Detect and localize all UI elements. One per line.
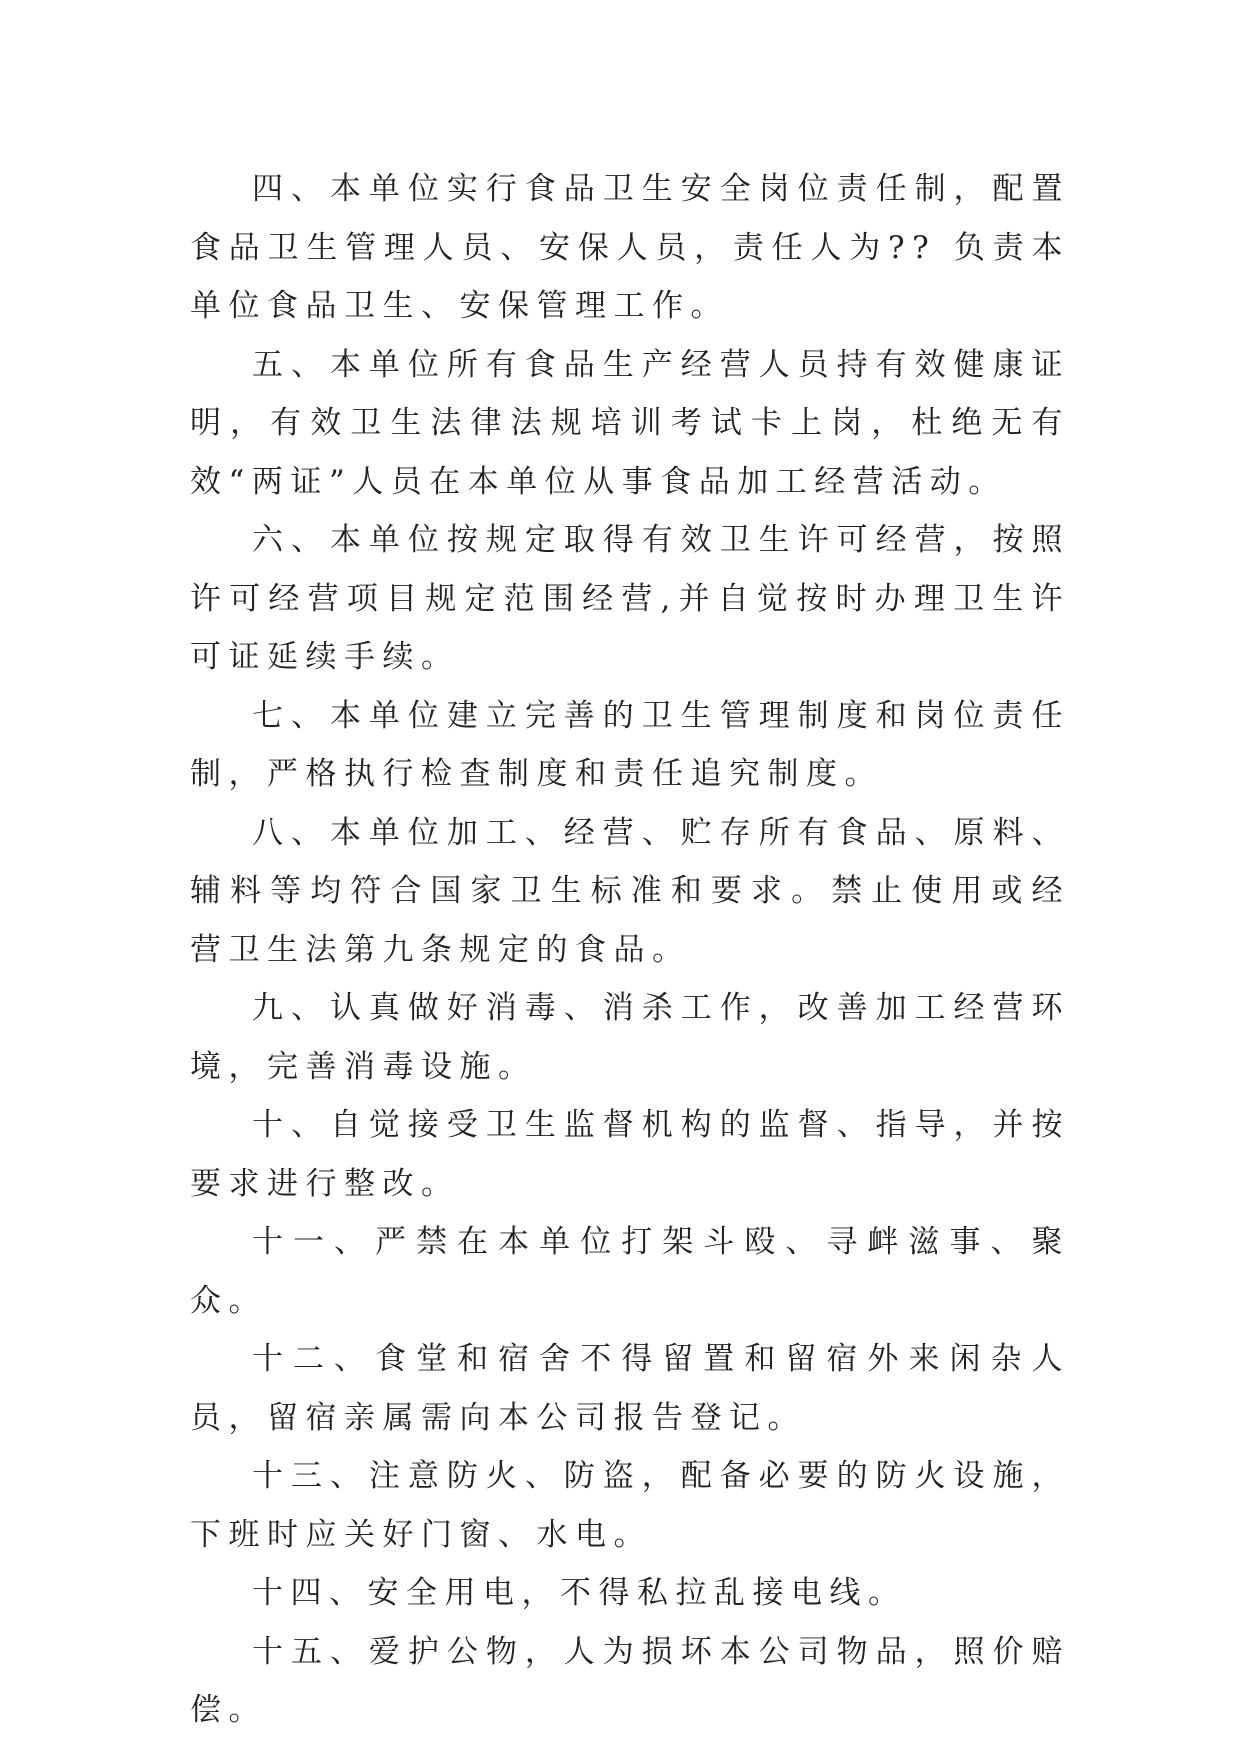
- paragraph-14: 十四、安全用电，不得私拉乱接电线。: [252, 1575, 907, 1611]
- paragraph-6: 六、本单位按规定取得有效卫生许可经营，按照许可经营项目规定范围经营,并自觉按时办理卫生许可证延续手续。: [190, 522, 1070, 675]
- paragraph-7: 七、本单位建立完善的卫生管理制度和岗位责任制，严格执行检查制度和责任追究制度。: [190, 697, 1070, 792]
- document-body: [190, 160, 1070, 1740]
- paragraph-8: 八、本单位加工、经营、贮存所有食品、原料、辅料等均符合国家卫生标准和要求。禁止使用或经营卫生法第九条规定的食品。: [190, 814, 1070, 968]
- paragraph-9: 九、认真做好消毒、消杀工作，改善加工经营环境，完善消毒设施。: [190, 990, 1070, 1085]
- paragraph-11: 十一、严禁在本单位打架斗殴、寻衅滋事、聚众。: [190, 1224, 1070, 1319]
- paragraph-4: 四、本单位实行食品卫生安全岗位责任制，配置食品卫生管理人员、安保人员，责任人为?? 负责本单位食品卫生、安保管理工作。: [190, 171, 1070, 324]
- paragraph-10: 十、自觉接受卫生监督机构的监督、指导，并按要求进行整改。: [190, 1107, 1070, 1202]
- paragraph-13: 十三、注意防火、防盗，配备必要的防火设施，下班时应关好门窗、水电。: [190, 1458, 1070, 1553]
- paragraph-5: 五、本单位所有食品生产经营人员持有效健康证明，有效卫生法律法规培训考试卡上岗，杜绝无有效“两证”人员在本单位从事食品加工经营活动。: [190, 346, 1070, 500]
- paragraph-12: 十二、食堂和宿舍不得留置和留宿外来闲杂人员，留宿亲属需向本公司报告登记。: [190, 1341, 1070, 1436]
- paragraph-15: 十五、爱护公物，人为损坏本公司物品，照价赔偿。: [190, 1633, 1070, 1728]
